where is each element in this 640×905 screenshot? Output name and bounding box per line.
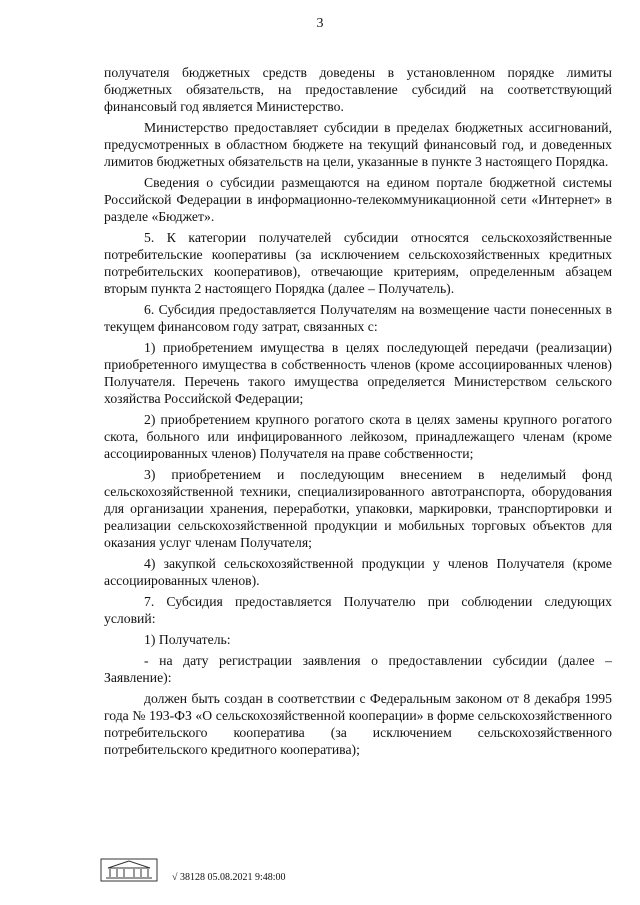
paragraph: 4) закупкой сельскохозяйственной продукции у членов Получателя (кроме ассоциированных членов). [104, 556, 612, 588]
paragraph: 5. К категории получателей субсидии относятся сельскохозяйственные потребительские кооперативы (за исключением сельскохозяйственных кредитных потребительских кооперативов), отвечающие критериям, определенным абзацем вторым пункта 2 настоящего Порядка (далее – Получатель). [104, 230, 612, 296]
paragraph: 3) приобретением и последующим внесением в неделимый фонд сельскохозяйственной техники, специализированного автотранспорта, оборудования для организации хранения, переработки, упаковки, маркировки, транспортировки и реализации сельскохозяйственной продукции и мобильных торговых объектов для оказания услуг членам Получателя; [104, 467, 612, 550]
paragraph: 1) приобретением имущества в целях последующей передачи (реализации) приобретенного имущества в собственность членов (кроме ассоциированных членов) Получателя. Перечень такого имущества определяется Министерством сельского хозяйства Российской Федерации; [104, 340, 612, 406]
document-body [104, 64, 612, 762]
paragraph: Министерство предоставляет субсидии в пределах бюджетных ассигнований, предусмотренных в областном бюджете на текущий финансовый год, и доведенных лимитов бюджетных обязательств на цели, указанные в пункте 3 настоящего Порядка. [104, 120, 612, 169]
paragraph: 7. Субсидия предоставляется Получателю при соблюдении следующих условий: [104, 594, 612, 626]
paragraph: Сведения о субсидии размещаются на едином портале бюджетной системы Российской Федерации в информационно-телекоммуникационной сети «Интернет» в разделе «Бюджет». [104, 175, 612, 224]
registration-number: √ 38128 05.08.2021 9:48:00 [172, 872, 286, 883]
paragraph: 1) Получатель: [144, 632, 231, 647]
page-number: 3 [316, 16, 324, 31]
paragraph: 2) приобретением крупного рогатого скота в целях замены крупного рогатого скота, больного или инфицированного лейкозом, принадлежащего членам (кроме ассоциированных членов) Получателя на праве собственности; [104, 412, 612, 461]
paragraph: 6. Субсидия предоставляется Получателям на возмещение части понесенных в текущем финансовом году затрат, связанных с: [104, 302, 612, 334]
paragraph: - на дату регистрации заявления о предоставлении субсидии (далее – Заявление): [104, 653, 612, 685]
footer [100, 858, 400, 888]
building-stamp-icon [100, 858, 158, 882]
paragraph: получателя бюджетных средств доведены в установленном порядке лимиты бюджетных обязательств, на предоставление субсидий на соответствующий финансовый год является Министерство. [104, 65, 612, 114]
paragraph: должен быть создан в соответствии с Федеральным законом от 8 декабря 1995 года № 193-ФЗ «О сельскохозяйственной кооперации» в форме сельскохозяйственного потребительского кооператива (за исключением сельскохозяйственного потребительского кредитного кооператива); [104, 691, 612, 757]
